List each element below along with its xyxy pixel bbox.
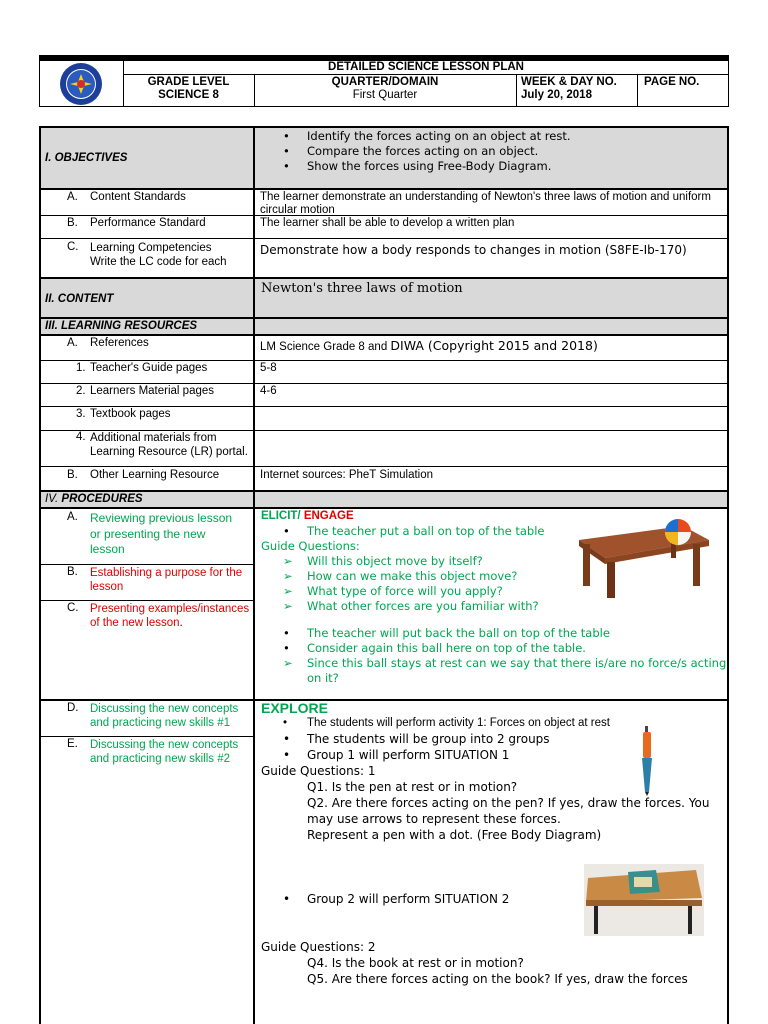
textbook-pages-num: 3. bbox=[76, 408, 86, 420]
pen-image bbox=[637, 726, 657, 796]
arrow-icon: ➢ bbox=[283, 656, 293, 670]
arrow-icon: ➢ bbox=[283, 569, 293, 583]
guide-questions-1: Guide Questions: 1 bbox=[261, 764, 376, 778]
grade-level-value: SCIENCE 8 bbox=[158, 89, 219, 101]
lm-pages-value: 4-6 bbox=[260, 385, 277, 397]
bullet-icon: • bbox=[283, 641, 290, 655]
references-label: References bbox=[90, 337, 149, 349]
content-standards-value: The learner demonstrate an understanding of Newton's three laws of motion and uniform circular motion bbox=[260, 191, 711, 216]
content-value: Newton's three laws of motion bbox=[261, 281, 463, 296]
textbook-pages-label: Textbook pages bbox=[90, 408, 171, 420]
additional-materials-num: 4. bbox=[76, 431, 86, 443]
learning-competencies-value: Demonstrate how a body responds to changes in motion (S8FE-Ib-170) bbox=[260, 243, 687, 257]
bullet-icon: • bbox=[283, 626, 290, 640]
arrow-icon: ➢ bbox=[283, 584, 293, 598]
elicit-content-2 bbox=[261, 626, 731, 686]
question-q5: Q5. Are there forces acting on the book? If yes, draw the forces bbox=[307, 972, 688, 986]
bullet-icon: • bbox=[283, 144, 290, 158]
elicit-guide-label: Guide Questions: bbox=[261, 539, 360, 553]
bullet-icon: • bbox=[283, 732, 291, 746]
bullet-icon: • bbox=[283, 717, 288, 729]
explore-bullet: • Group 1 will perform SITUATION 1 bbox=[283, 748, 510, 762]
week-cell bbox=[521, 76, 635, 102]
objective-item: • Show the forces using Free-Body Diagram. bbox=[283, 159, 552, 173]
quarter-cell bbox=[254, 76, 516, 102]
lesson-table bbox=[39, 126, 729, 1024]
additional-materials-label: Additional materials from Learning Resource (LR) portal. bbox=[90, 432, 248, 458]
explore-bullet: • The students will be group into 2 groups bbox=[283, 732, 550, 746]
book-on-table-image bbox=[584, 864, 704, 936]
bullet-icon: • bbox=[283, 129, 290, 143]
question-q4: Q4. Is the book at rest or in motion? bbox=[307, 956, 524, 970]
week-label: WEEK & DAY NO. bbox=[521, 76, 617, 88]
tg-pages-value: 5-8 bbox=[260, 362, 277, 374]
resources-value-cell bbox=[255, 319, 727, 334]
elicit-engage-label: ELICIT/ ENGAGE bbox=[261, 510, 354, 522]
bullet-icon: • bbox=[283, 524, 290, 538]
content-heading: II. CONTENT bbox=[45, 293, 114, 305]
elicit-question: on it? bbox=[307, 671, 339, 685]
explore-bullet: • Group 2 will perform SITUATION 2 bbox=[283, 892, 510, 906]
week-value: July 20, 2018 bbox=[521, 89, 592, 101]
performance-standard-value: The learner shall be able to develop a written plan bbox=[260, 217, 515, 229]
ball-on-table-image bbox=[575, 518, 711, 598]
question-q2: Q2. Are there forces acting on the pen? If yes, draw the forces. You may use arrows to represent these forces. Represent a pen with a dot. (Free Body Diagram) bbox=[307, 796, 710, 842]
objective-item: • Identify the forces acting on an object at rest. bbox=[283, 129, 571, 143]
objectives-list bbox=[261, 129, 721, 174]
content-standards-letter: A. bbox=[67, 191, 78, 203]
explore-content bbox=[261, 716, 731, 843]
step-a-label: Reviewing previous lesson or presenting the new lesson bbox=[90, 511, 233, 556]
elicit-question: ➢ How can we make this object move? bbox=[283, 569, 518, 583]
step-e-letter: E. bbox=[67, 738, 78, 750]
lesson-plan-title: DETAILED SCIENCE LESSON PLAN bbox=[328, 61, 524, 73]
step-d-letter: D. bbox=[67, 702, 79, 714]
tg-pages-num: 1. bbox=[76, 362, 86, 374]
performance-standard-label: Performance Standard bbox=[90, 217, 206, 229]
resources-heading: III. LEARNING RESOURCES bbox=[45, 320, 198, 332]
objectives-heading: I. OBJECTIVES bbox=[45, 152, 128, 164]
other-resource-letter: B. bbox=[67, 469, 78, 481]
page-no-label: PAGE NO. bbox=[644, 76, 700, 88]
bullet-icon: • bbox=[283, 159, 290, 173]
elicit-bullet: • Consider again this ball here on top of the table. bbox=[283, 641, 586, 655]
other-resource-value: Internet sources: PheT Simulation bbox=[260, 469, 434, 481]
explore-title: EXPLORE bbox=[261, 700, 328, 716]
performance-standard-letter: B. bbox=[67, 217, 78, 229]
step-c-label: Presenting examples/instances of the new lesson. bbox=[90, 603, 250, 629]
step-b-label: Establishing a purpose for the lesson bbox=[90, 567, 243, 593]
tg-pages-label: Teacher's Guide pages bbox=[90, 362, 208, 374]
step-d-label: Discussing the new concepts and practicing new skills #1 bbox=[90, 703, 239, 729]
quarter-value: First Quarter bbox=[352, 89, 418, 101]
header-block bbox=[39, 55, 729, 107]
grade-level-label: GRADE LEVEL bbox=[147, 76, 230, 88]
deped-seal-logo bbox=[56, 62, 106, 106]
objective-item: • Compare the forces acting on an object. bbox=[283, 144, 539, 158]
step-a-letter: A. bbox=[67, 511, 78, 523]
lm-pages-label: Learners Material pages bbox=[90, 385, 215, 397]
procedures-value-cell bbox=[255, 492, 727, 507]
learning-competencies-label: Learning Competencies Write the LC code for each bbox=[90, 242, 227, 268]
learning-competencies-letter: C. bbox=[67, 241, 79, 253]
elicit-question: ➢ Will this object move by itself? bbox=[283, 554, 483, 568]
step-b-letter: B. bbox=[67, 566, 78, 578]
step-c-letter: C. bbox=[67, 602, 79, 614]
step-e-label: Discussing the new concepts and practicing new skills #2 bbox=[90, 739, 239, 765]
bullet-icon: • bbox=[283, 748, 291, 762]
lm-pages-num: 2. bbox=[76, 385, 86, 397]
elicit-question: ➢ What other forces are you familiar with? bbox=[283, 599, 539, 613]
question-q1: Q1. Is the pen at rest or in motion? bbox=[307, 780, 518, 794]
arrow-icon: ➢ bbox=[283, 554, 293, 568]
arrow-icon: ➢ bbox=[283, 599, 293, 613]
elicit-bullet: • The teacher put a ball on top of the table bbox=[283, 524, 545, 538]
elicit-bullet: • The teacher will put back the ball on top of the table bbox=[283, 626, 610, 640]
grade-level-cell bbox=[123, 76, 254, 102]
other-resource-label: Other Learning Resource bbox=[90, 469, 220, 481]
quarter-label: QUARTER/DOMAIN bbox=[331, 76, 439, 88]
content-standards-label: Content Standards bbox=[90, 191, 186, 203]
elicit-question: ➢ Since this ball stays at rest can we say that there is/are no force/s acting bbox=[283, 656, 727, 670]
guide-questions-2: Guide Questions: 2 bbox=[261, 940, 376, 954]
references-value: LM Science Grade 8 and DIWA (Copyright 2015 and 2018) bbox=[260, 338, 598, 353]
elicit-question: ➢ What type of force will you apply? bbox=[283, 584, 503, 598]
references-letter: A. bbox=[67, 337, 78, 349]
explore-content-3 bbox=[261, 939, 731, 987]
explore-bullet: • The students will perform activity 1: Forces on object at rest bbox=[283, 717, 610, 729]
bullet-icon: • bbox=[283, 892, 291, 906]
procedures-heading: IV. PROCEDURES bbox=[45, 493, 143, 505]
